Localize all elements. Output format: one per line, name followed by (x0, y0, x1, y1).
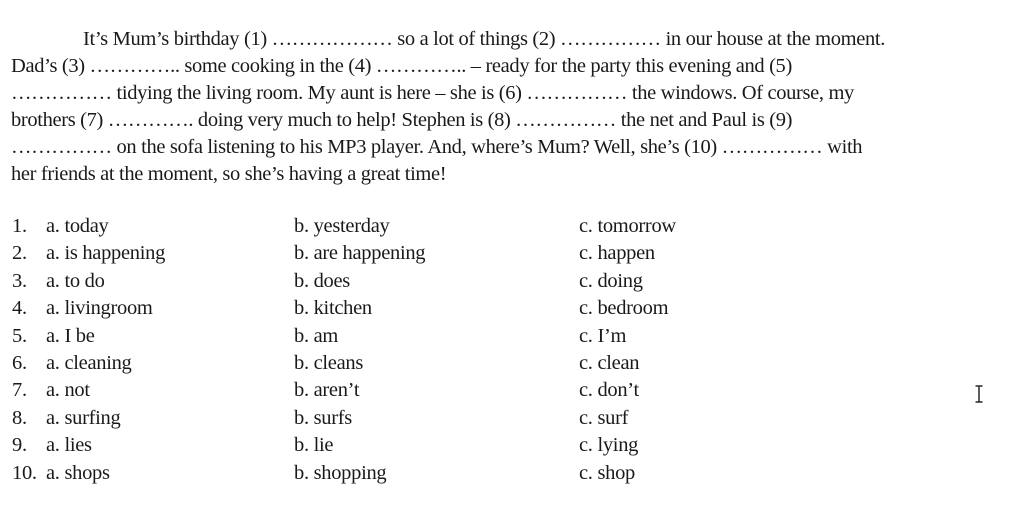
option-b[interactable]: b. does (294, 269, 350, 292)
option-c[interactable]: c. don’t (579, 379, 639, 402)
question-number: 2. (12, 242, 27, 265)
option-c[interactable]: c. surf (579, 406, 629, 429)
passage-line: her friends at the moment, so she’s having a great time! (11, 163, 447, 185)
option-a[interactable]: a. livingroom (46, 297, 153, 320)
option-a[interactable]: a. cleaning (46, 351, 132, 374)
question-number: 8. (12, 406, 27, 429)
option-a[interactable]: a. lies (46, 434, 92, 457)
option-b[interactable]: b. kitchen (294, 297, 372, 320)
option-b[interactable]: b. lie (294, 434, 334, 457)
question-number: 6. (12, 351, 27, 374)
option-b[interactable]: b. am (294, 324, 339, 347)
option-row (12, 462, 1012, 489)
option-c[interactable]: c. happen (579, 242, 655, 265)
passage-line: …………… on the sofa listening to his MP3 player. And, where’s Mum? Well, she’s (10) …………… with (11, 136, 863, 158)
option-c[interactable]: c. I’m (579, 324, 627, 347)
option-row (12, 379, 1012, 406)
option-c[interactable]: c. bedroom (579, 297, 669, 320)
option-a[interactable]: a. to do (46, 269, 105, 292)
option-row (12, 297, 1012, 324)
passage-line: Dad’s (3) ………….. some cooking in the (4) ………….. – ready for the party this evening and (5) (11, 55, 792, 77)
option-row (12, 352, 1012, 379)
passage-line: It’s Mum’s birthday (1) ……………… so a lot of things (2) …………… in our house at the moment. (83, 28, 886, 50)
option-row (12, 434, 1012, 461)
question-number: 1. (12, 215, 27, 237)
option-row (12, 407, 1012, 434)
option-a[interactable]: a. is happening (46, 242, 166, 265)
option-a[interactable]: a. not (46, 379, 90, 402)
option-b[interactable]: b. are happening (294, 242, 426, 265)
question-number: 4. (12, 297, 27, 320)
option-row (12, 270, 1012, 297)
option-c[interactable]: c. shop (579, 461, 635, 484)
option-row (12, 215, 1012, 242)
option-a[interactable]: a. I be (46, 324, 95, 347)
option-b[interactable]: b. surfs (294, 406, 352, 429)
text-cursor-icon (974, 384, 984, 410)
question-number: 7. (12, 379, 27, 402)
option-b[interactable]: b. yesterday (294, 215, 390, 237)
option-c[interactable]: c. lying (579, 434, 639, 457)
option-row (12, 325, 1012, 352)
option-b[interactable]: b. cleans (294, 351, 364, 374)
option-b[interactable]: b. shopping (294, 461, 387, 484)
option-row (12, 242, 1012, 269)
passage-line: …………… tidying the living room. My aunt is here – she is (6) …………… the windows. Of course, my (11, 82, 854, 104)
option-a[interactable]: a. today (46, 215, 109, 237)
option-c[interactable]: c. clean (579, 351, 640, 374)
question-number: 5. (12, 324, 27, 347)
question-number: 3. (12, 269, 27, 292)
options-list (12, 215, 1012, 489)
option-c[interactable]: c. tomorrow (579, 215, 676, 237)
passage (11, 26, 1011, 188)
option-a[interactable]: a. shops (46, 461, 110, 484)
option-b[interactable]: b. aren’t (294, 379, 360, 402)
option-a[interactable]: a. surfing (46, 406, 121, 429)
passage-line: brothers (7) …………. doing very much to help! Stephen is (8) …………… the net and Paul is (9) (11, 109, 793, 131)
question-number: 9. (12, 434, 27, 457)
option-c[interactable]: c. doing (579, 269, 643, 292)
question-number: 10. (12, 461, 37, 484)
